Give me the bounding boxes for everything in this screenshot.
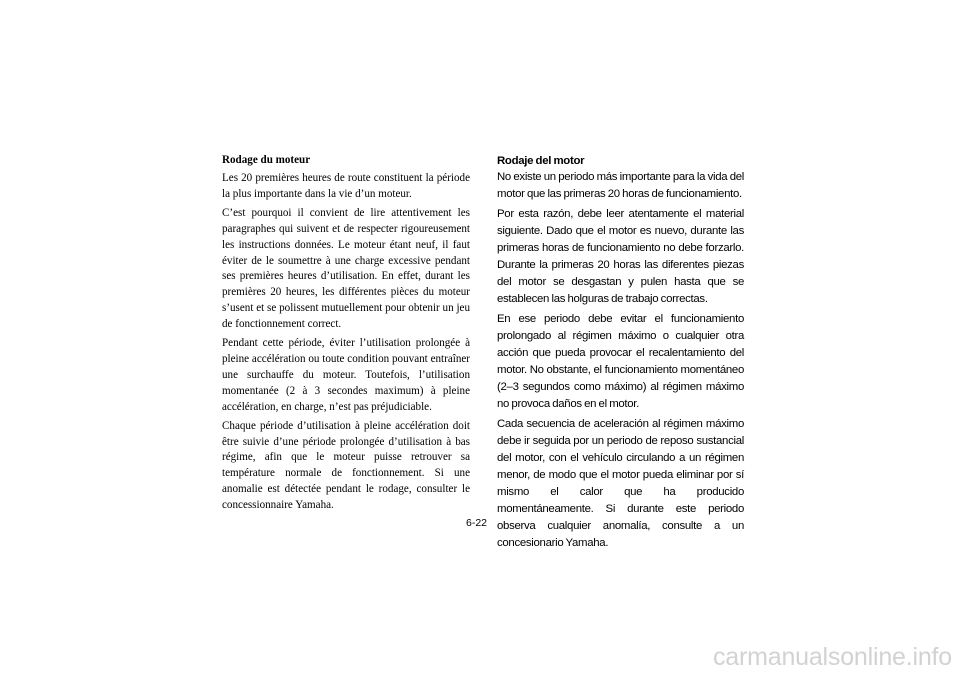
spanish-paragraph: No existe un periodo más importante para la vida del motor que las primeras 20 horas de funcionamiento.: [497, 171, 744, 200]
watermark: carmanualsonline.info: [712, 643, 952, 671]
spanish-column: [497, 153, 744, 555]
spanish-paragraph: En ese periodo debe evitar el funcionamiento prolongado al régimen máximo o cualquier otra acción que pueda provocar el recalentamiento del motor. No obstante, el funcionamiento momentáneo (2–3 segundos como máximo) al régimen máximo no provoca daños en el motor.: [497, 313, 744, 410]
french-column: [222, 153, 470, 517]
french-paragraph: Chaque période d’utilisation à pleine accélération doit être suivie d’une période prolongée d’utilisation à bas régime, afin que le moteur puisse retrouver sa température normale de fonctionnement. Si une anomalie est détectée pendant le rodage, consulter le concessionnaire Yamaha.: [222, 419, 470, 512]
french-section-heading: Rodage du moteur: [222, 154, 311, 166]
spanish-section-heading: Rodaje del motor: [497, 155, 585, 167]
spanish-paragraph: Cada secuencia de aceleración al régimen máximo debe ir seguida por un periodo de reposo sustancial del motor, con el vehículo circulando a un régimen menor, de modo que el motor pueda eliminar por sí mismo el calor que ha producido momentáneamente. Si durante este periodo observa cualquier anomalía, consulte a un concesionario Yamaha.: [497, 418, 744, 549]
french-paragraph: Les 20 premières heures de route constituent la période la plus importante dans la vie d’un moteur.: [222, 172, 470, 200]
french-paragraph: C’est pourquoi il convient de lire attentivement les paragraphes qui suivent et de respecter rigoureusement les instructions données. Le moteur étant neuf, il faut éviter de le soumettre à une charge excessive pendant ses premières heures d’utilisation. En effet, durant les premières 20 heures, les différentes pièces du moteur s’usent et se polissent mutuellement pour obtenir un jeu de fonctionnement correct.: [222, 206, 470, 331]
page-number: 6-22: [466, 517, 488, 529]
spanish-paragraph: Por esta razón, debe leer atentamente el material siguiente. Dado que el motor es nuevo, durante las primeras horas de funcionamiento no debe forzarlo. Durante la primeras 20 horas las diferentes piezas del motor se desgastan y pulen hasta que se establecen las holguras de trabajo correctas.: [497, 208, 744, 305]
french-paragraph: Pendant cette période, éviter l’utilisation prolongée à pleine accélération ou toute condition pouvant entraîner une surchauffe du moteur. Toutefois, l’utilisation momentanée (2 à 3 secondes maximum) à pleine accélération, en charge, n’est pas préjudiciable.: [222, 337, 470, 413]
